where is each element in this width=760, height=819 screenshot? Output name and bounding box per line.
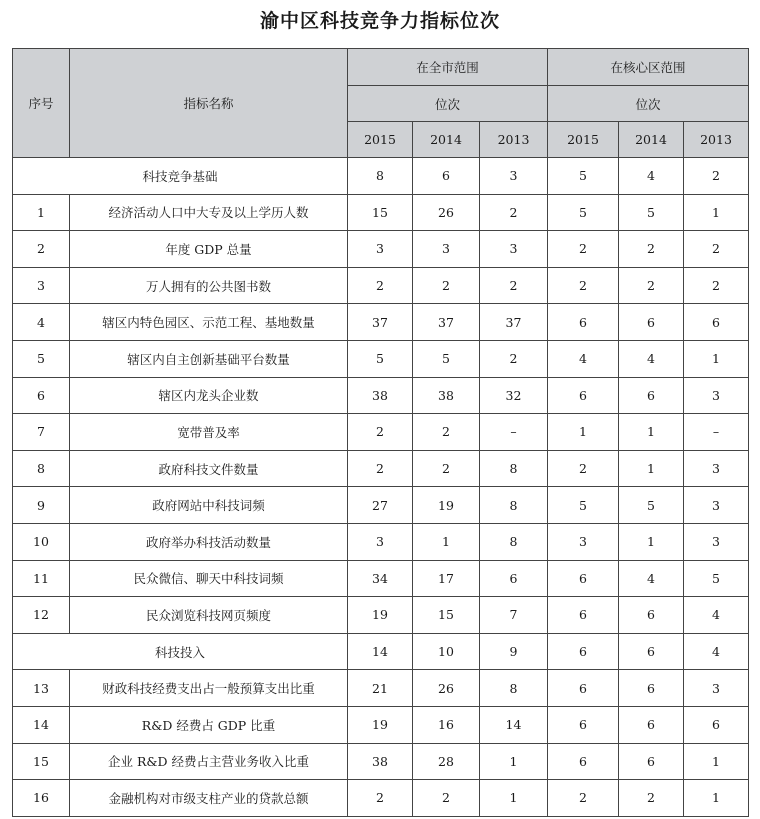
rank-core-2013: 2 xyxy=(684,267,749,304)
rank-city-2014: 28 xyxy=(413,743,480,780)
header-year-city-2013: 2013 xyxy=(480,122,548,158)
rank-core-2014: 6 xyxy=(619,304,684,341)
rank-core-2014: 5 xyxy=(619,487,684,524)
rank-city-2014: 2 xyxy=(413,780,480,817)
table-row xyxy=(13,414,749,451)
rank-city-2013: 1 xyxy=(480,780,548,817)
rank-core-2015: 6 xyxy=(548,706,619,743)
indicator-name: 金融机构对市级支柱产业的贷款总额 xyxy=(70,780,348,817)
rank-core-2014: 4 xyxy=(619,158,684,195)
rank-core-2013: 3 xyxy=(684,487,749,524)
rank-core-2015: 5 xyxy=(548,487,619,524)
table-row xyxy=(13,706,749,743)
row-number: 5 xyxy=(13,340,70,377)
rank-city-2015: 37 xyxy=(348,304,413,341)
rank-core-2013: 6 xyxy=(684,706,749,743)
table-row xyxy=(13,450,749,487)
rank-city-2015: 3 xyxy=(348,523,413,560)
rank-core-2015: 6 xyxy=(548,743,619,780)
rank-city-2014: 2 xyxy=(413,450,480,487)
rank-city-2014: 10 xyxy=(413,633,480,670)
table-row xyxy=(13,487,749,524)
rank-core-2015: 6 xyxy=(548,633,619,670)
rank-core-2015: 4 xyxy=(548,340,619,377)
header-no: 序号 xyxy=(13,49,70,158)
rank-city-2013: 32 xyxy=(480,377,548,414)
rank-core-2014: 6 xyxy=(619,597,684,634)
rank-core-2015: 2 xyxy=(548,231,619,268)
row-number: 4 xyxy=(13,304,70,341)
rank-core-2013: 4 xyxy=(684,597,749,634)
rank-core-2014: 6 xyxy=(619,706,684,743)
rank-city-2015: 2 xyxy=(348,267,413,304)
rank-core-2015: 6 xyxy=(548,377,619,414)
section-name: 科技投入 xyxy=(13,633,348,670)
rank-core-2013: 3 xyxy=(684,450,749,487)
row-number: 14 xyxy=(13,706,70,743)
rank-core-2013: 2 xyxy=(684,158,749,195)
rank-city-2015: 2 xyxy=(348,414,413,451)
rank-core-2013: 1 xyxy=(684,780,749,817)
section-row xyxy=(13,158,749,195)
rank-city-2014: 2 xyxy=(413,267,480,304)
rank-core-2013: 1 xyxy=(684,340,749,377)
header-group-core: 在核心区范围 xyxy=(548,49,749,86)
rank-core-2015: 6 xyxy=(548,670,619,707)
indicator-name: 民众微信、聊天中科技词频 xyxy=(70,560,348,597)
header-name: 指标名称 xyxy=(70,49,348,158)
rank-city-2013: 37 xyxy=(480,304,548,341)
rank-core-2014: 6 xyxy=(619,633,684,670)
rank-city-2015: 38 xyxy=(348,377,413,414)
row-number: 13 xyxy=(13,670,70,707)
indicator-name: 财政科技经费支出占一般预算支出比重 xyxy=(70,670,348,707)
rank-city-2014: 6 xyxy=(413,158,480,195)
rank-city-2013: 8 xyxy=(480,523,548,560)
rank-core-2013: 3 xyxy=(684,377,749,414)
indicator-name: R&D 经费占 GDP 比重 xyxy=(70,706,348,743)
rank-core-2013: 4 xyxy=(684,633,749,670)
row-number: 9 xyxy=(13,487,70,524)
indicator-name: 经济活动人口中大专及以上学历人数 xyxy=(70,194,348,231)
rank-city-2013: 2 xyxy=(480,267,548,304)
ranking-table xyxy=(12,48,749,817)
rank-core-2013: 3 xyxy=(684,670,749,707)
indicator-name: 辖区内特色园区、示范工程、基地数量 xyxy=(70,304,348,341)
rank-core-2015: 2 xyxy=(548,267,619,304)
table-row xyxy=(13,670,749,707)
rank-city-2015: 21 xyxy=(348,670,413,707)
rank-city-2015: 3 xyxy=(348,231,413,268)
rank-city-2014: 26 xyxy=(413,194,480,231)
table-row xyxy=(13,780,749,817)
row-number: 7 xyxy=(13,414,70,451)
rank-core-2014: 6 xyxy=(619,743,684,780)
row-number: 3 xyxy=(13,267,70,304)
rank-core-2015: 3 xyxy=(548,523,619,560)
row-number: 2 xyxy=(13,231,70,268)
rank-city-2013: 3 xyxy=(480,231,548,268)
header-year-core-2014: 2014 xyxy=(619,122,684,158)
table-row xyxy=(13,231,749,268)
indicator-name: 辖区内龙头企业数 xyxy=(70,377,348,414)
rank-city-2013: 1 xyxy=(480,743,548,780)
header-year-city-2014: 2014 xyxy=(413,122,480,158)
rank-core-2014: 1 xyxy=(619,414,684,451)
rank-city-2015: 15 xyxy=(348,194,413,231)
rank-city-2015: 2 xyxy=(348,780,413,817)
indicator-name: 企业 R&D 经费占主营业务收入比重 xyxy=(70,743,348,780)
header-year-core-2015: 2015 xyxy=(548,122,619,158)
indicator-name: 年度 GDP 总量 xyxy=(70,231,348,268)
rank-core-2014: 2 xyxy=(619,267,684,304)
rank-city-2013: – xyxy=(480,414,548,451)
rank-core-2014: 2 xyxy=(619,231,684,268)
header-year-city-2015: 2015 xyxy=(348,122,413,158)
header-year-core-2013: 2013 xyxy=(684,122,749,158)
rank-city-2014: 37 xyxy=(413,304,480,341)
rank-city-2014: 38 xyxy=(413,377,480,414)
rank-city-2015: 38 xyxy=(348,743,413,780)
rank-city-2015: 27 xyxy=(348,487,413,524)
rank-core-2015: 5 xyxy=(548,194,619,231)
rank-city-2014: 5 xyxy=(413,340,480,377)
rank-city-2013: 2 xyxy=(480,194,548,231)
rank-core-2013: 1 xyxy=(684,194,749,231)
rank-city-2013: 8 xyxy=(480,450,548,487)
rank-city-2013: 3 xyxy=(480,158,548,195)
rank-city-2013: 9 xyxy=(480,633,548,670)
rank-core-2015: 1 xyxy=(548,414,619,451)
indicator-name: 宽带普及率 xyxy=(70,414,348,451)
rank-core-2013: 2 xyxy=(684,231,749,268)
rank-core-2014: 5 xyxy=(619,194,684,231)
rank-core-2015: 2 xyxy=(548,450,619,487)
section-name: 科技竞争基础 xyxy=(13,158,348,195)
rank-core-2013: – xyxy=(684,414,749,451)
rank-core-2014: 1 xyxy=(619,450,684,487)
rank-city-2015: 19 xyxy=(348,706,413,743)
indicator-name: 辖区内自主创新基础平台数量 xyxy=(70,340,348,377)
table-row xyxy=(13,194,749,231)
rank-city-2014: 17 xyxy=(413,560,480,597)
rank-city-2014: 19 xyxy=(413,487,480,524)
rank-city-2014: 16 xyxy=(413,706,480,743)
rank-core-2014: 1 xyxy=(619,523,684,560)
table-row xyxy=(13,560,749,597)
indicator-name: 民众浏览科技网页频度 xyxy=(70,597,348,634)
rank-city-2015: 2 xyxy=(348,450,413,487)
rank-city-2015: 34 xyxy=(348,560,413,597)
rank-city-2013: 2 xyxy=(480,340,548,377)
indicator-name: 政府举办科技活动数量 xyxy=(70,523,348,560)
row-number: 6 xyxy=(13,377,70,414)
rank-city-2014: 15 xyxy=(413,597,480,634)
table-title: 渝中区科技竞争力指标位次 xyxy=(259,10,500,32)
rank-core-2015: 6 xyxy=(548,304,619,341)
rank-city-2013: 8 xyxy=(480,670,548,707)
row-number: 16 xyxy=(13,780,70,817)
rank-core-2015: 6 xyxy=(548,560,619,597)
table-row xyxy=(13,377,749,414)
rank-city-2014: 2 xyxy=(413,414,480,451)
header-rank-core: 位次 xyxy=(548,86,749,122)
row-number: 15 xyxy=(13,743,70,780)
rank-city-2015: 14 xyxy=(348,633,413,670)
rank-city-2014: 3 xyxy=(413,231,480,268)
table-body xyxy=(13,158,749,817)
row-number: 10 xyxy=(13,523,70,560)
indicator-name: 政府科技文件数量 xyxy=(70,450,348,487)
table-row xyxy=(13,743,749,780)
rank-city-2015: 5 xyxy=(348,340,413,377)
rank-core-2013: 5 xyxy=(684,560,749,597)
rank-city-2015: 19 xyxy=(348,597,413,634)
header-rank-city: 位次 xyxy=(348,86,548,122)
row-number: 12 xyxy=(13,597,70,634)
rank-core-2015: 2 xyxy=(548,780,619,817)
rank-core-2015: 6 xyxy=(548,597,619,634)
table-row xyxy=(13,597,749,634)
rank-city-2014: 26 xyxy=(413,670,480,707)
section-row xyxy=(13,633,749,670)
indicator-name: 政府网站中科技词频 xyxy=(70,487,348,524)
row-number: 1 xyxy=(13,194,70,231)
rank-core-2014: 4 xyxy=(619,560,684,597)
rank-core-2015: 5 xyxy=(548,158,619,195)
row-number: 8 xyxy=(13,450,70,487)
rank-city-2013: 7 xyxy=(480,597,548,634)
rank-core-2014: 2 xyxy=(619,780,684,817)
rank-core-2014: 4 xyxy=(619,340,684,377)
table-row xyxy=(13,340,749,377)
header-group-city: 在全市范围 xyxy=(348,49,548,86)
rank-core-2013: 3 xyxy=(684,523,749,560)
rank-core-2014: 6 xyxy=(619,377,684,414)
rank-core-2013: 1 xyxy=(684,743,749,780)
table-row xyxy=(13,523,749,560)
row-number: 11 xyxy=(13,560,70,597)
rank-city-2013: 14 xyxy=(480,706,548,743)
indicator-name: 万人拥有的公共图书数 xyxy=(70,267,348,304)
rank-city-2015: 8 xyxy=(348,158,413,195)
rank-core-2014: 6 xyxy=(619,670,684,707)
rank-city-2013: 6 xyxy=(480,560,548,597)
rank-city-2013: 8 xyxy=(480,487,548,524)
rank-core-2013: 6 xyxy=(684,304,749,341)
rank-city-2014: 1 xyxy=(413,523,480,560)
table-row xyxy=(13,267,749,304)
table-row xyxy=(13,304,749,341)
